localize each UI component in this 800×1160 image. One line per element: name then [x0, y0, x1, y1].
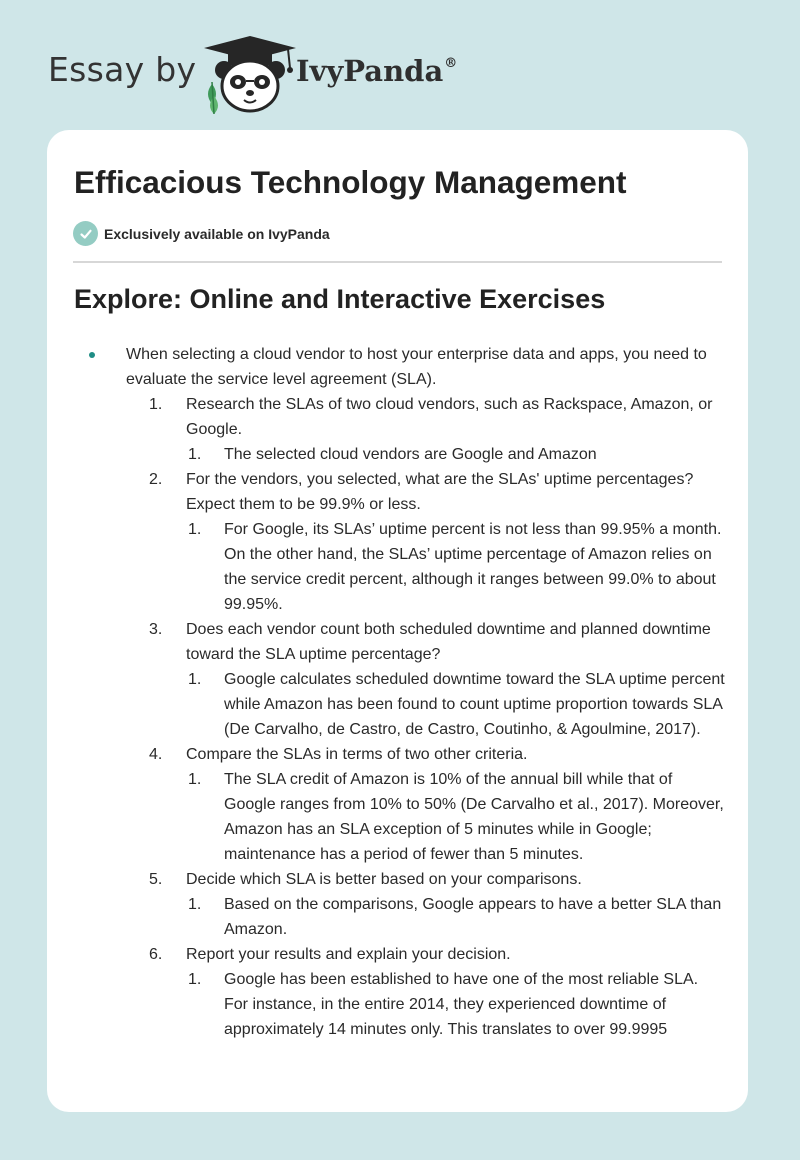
step-number: 1. — [149, 396, 163, 413]
step-number: 4. — [149, 746, 163, 763]
divider — [73, 261, 722, 263]
step-item — [47, 742, 748, 767]
step-number: 5. — [149, 871, 163, 888]
site-header — [48, 34, 508, 114]
sub-text: Google calculates scheduled downtime toward the SLA uptime percent while Amazon has been found to count uptime proportion towards SLA (De Carvalho, de Castro, de Castro, Coutinho, & Agoulmine, 2017). — [224, 671, 725, 738]
step-item — [47, 392, 748, 442]
essay-content — [47, 342, 748, 1042]
step-number: 2. — [149, 471, 163, 488]
essay-by-label: Essay by — [48, 50, 197, 89]
sub-item — [47, 892, 748, 942]
intro-text: When selecting a cloud vendor to host your enterprise data and apps, you need to evaluate the service level agreement (SLA). — [126, 346, 707, 388]
sub-item — [47, 667, 748, 742]
step-item — [47, 867, 748, 892]
panda-logo-icon[interactable] — [200, 34, 300, 114]
list-item — [47, 342, 748, 392]
essay-card — [47, 130, 748, 1112]
section-title: Explore: Online and Interactive Exercises — [74, 284, 606, 314]
step-text: Does each vendor count both scheduled downtime and planned downtime toward the SLA uptime percentage? — [186, 621, 711, 663]
step-text: Decide which SLA is better based on your comparisons. — [186, 871, 582, 888]
sub-text: Based on the comparisons, Google appears to have a better SLA than Amazon. — [224, 896, 722, 938]
step-text: For the vendors, you selected, what are the SLAs' uptime percentages? Expect them to be 99.9% or less. — [186, 471, 694, 513]
availability-badge — [73, 221, 330, 246]
step-number: 3. — [149, 621, 163, 638]
sub-number: 1. — [188, 521, 202, 538]
step-text: Research the SLAs of two cloud vendors, such as Rackspace, Amazon, or Google. — [186, 396, 713, 438]
step-text: Report your results and explain your decision. — [186, 946, 511, 963]
sub-item — [47, 517, 748, 617]
step-text: Compare the SLAs in terms of two other criteria. — [186, 746, 528, 763]
sub-item — [47, 442, 748, 467]
sub-text: Google has been established to have one of the most reliable SLA. For instance, in the entire 2014, they experienced downtime of approximately 14 minutes only. This translates to over 99.9995 — [224, 971, 699, 1038]
sub-number: 1. — [188, 771, 202, 788]
brand-name[interactable]: IvyPanda® — [296, 54, 458, 88]
step-item — [47, 617, 748, 667]
sub-number: 1. — [188, 446, 202, 463]
sub-text: The SLA credit of Amazon is 10% of the annual bill while that of Google ranges from 10% to 50% (De Carvalho et al., 2017). Moreover, Amazon has an SLA exception of 5 minutes while in Google; maintenance has a period of fewer than 5 minutes. — [224, 771, 724, 863]
sub-number: 1. — [188, 971, 202, 988]
sub-number: 1. — [188, 671, 202, 688]
badge-label: Exclusively available on IvyPanda — [104, 225, 330, 242]
bullet-icon — [89, 352, 95, 358]
registered-mark: ® — [444, 56, 458, 71]
sub-text: The selected cloud vendors are Google and Amazon — [224, 446, 597, 463]
sub-item — [47, 967, 748, 1042]
sub-item — [47, 767, 748, 867]
step-number: 6. — [149, 946, 163, 963]
page-title: Efficacious Technology Management — [74, 164, 627, 200]
sub-text: For Google, its SLAs’ uptime percent is not less than 99.95% a month. On the other hand, the SLAs’ uptime percentage of Amazon relies on the service credit percent, although it ranges between 99.0% to about 99.95%. — [224, 521, 722, 613]
sub-number: 1. — [188, 896, 202, 913]
step-item — [47, 942, 748, 967]
check-icon — [73, 221, 98, 246]
step-item — [47, 467, 748, 517]
